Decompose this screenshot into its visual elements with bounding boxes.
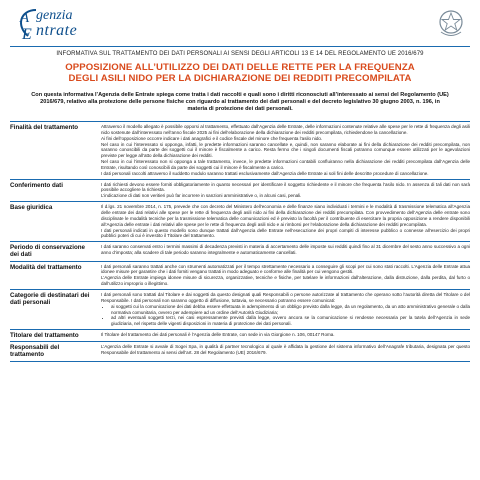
row-paragraph: Il d.lgs. 21 novembre 2014, n. 175, prevede che con decreto del Ministero dell’economia e delle finanze siano individuati i termini e le modalità di trasmissione telematica all’Agenzia delle entrate dei dati relativi alle spese per le rette di frequenza degli asili nido ai fini della dichiarazione dei redditi precompilata. Con provvedimento dell’Agenzia delle entrate sono disciplinate le modalità tecniche per la trasmissione telematica delle comunicazioni ed è previsto la facoltà per il contribuente di esercitare la propria opposizione a rendere disponibili all’Agenzia delle entrate i dati relativi alle spese per le rette di frequenza degli asili nido e ai rimborsi per l’elaborazione della dichiarazione dei redditi precompilata.	[101, 204, 470, 227]
row-label: Periodo di conservazione dei dati	[10, 244, 85, 259]
row-label: Base giuridica	[10, 204, 53, 212]
table-row	[10, 121, 470, 179]
row-body	[97, 122, 470, 179]
table-row	[10, 329, 470, 341]
row-body	[97, 180, 470, 202]
row-paragraph: L’Agenzia delle Entrate si avvale di Sogei Spa, in qualità di partner tecnologico al quale è affidata la gestione del sistema informativo dell’Anagrafe tributaria, designata per questo Responsabile del trattamento ai sensi dell’art. 28 del Regolamento (UE) 2016/679.	[101, 344, 470, 356]
row-paragraph: I dati personali saranno trattati anche con strumenti automatizzati per il tempo strettamente necessario a conseguire gli scopi per cui sono stati raccolti. L’Agenzia delle Entrate attua idonee misure per garantire che i dati forniti vengano trattati in modo adeguato e conforme alle finalità per cui vengono gestiti.	[101, 263, 470, 275]
row-label: Categorie di destinatari dei dati personali	[10, 291, 90, 307]
agenzia-entrate-logo	[10, 4, 130, 42]
row-paragraph: Il Titolare del trattamento dei dati personali è l’Agenzia delle Entrate, con sede in via Giorgione n. 106, 00147 Roma.	[101, 332, 335, 338]
table-row	[10, 179, 470, 202]
bullet-item: • ai soggetti cui la comunicazione dei dati debba essere effettuata in adempimento di un obbligo previsto dalla legge, da un regolamento, da un atto amministrativo generale o dalla normativa comunitaria, ovvero per adempiere ad un ordine dell’Autorità Giudiziaria;	[111, 304, 470, 316]
row-body	[97, 330, 470, 341]
row-label: Conferimento dati	[10, 181, 63, 189]
bullet-item: • ad altri eventuali soggetti terzi, nei casi espressamente previsti dalla legge, ovvero ancora se la comunicazione si rendesse necessaria per la tutela dell’Agenzia in sede giudiziaria, nel rispetto delle vigenti disposizioni in materia di protezione dei dati personali.	[111, 315, 470, 327]
table-row	[10, 289, 470, 329]
privacy-info-table	[10, 121, 470, 362]
row-paragraph: Nel caso in cui l’interessato non si opponga a tale trattamento, invece, le predette informazioni contabili confluiranno nella dichiarazione dei redditi precompilata dall’Agenzia delle Entrate, risultando così conoscibili da parte dei soggetti cui il minore è fiscalmente a carico.	[101, 159, 470, 170]
row-body	[97, 242, 470, 260]
row-paragraph: I dati richiesti devono essere forniti obbligatoriamente in quanto necessari per identificare il soggetto richiedente e il minore che frequenta l’asilo nido. In assenza di tali dati non sarà possibile accogliere la richiesta.	[101, 181, 470, 193]
intro-paragraph: Con questa informativa l’Agenzia delle Entrate spiega come tratta i dati raccolti e quali sono i diritti riconosciuti all’interessato ai sensi del Regolamento (UE) 2016/679, relativo alla protezione delle persone fisiche con riguardo al trattamento dei dati personali e del decreto legislativo 30 giugno 2003, n. 196, in materia di protezione dei dati personali.	[31, 92, 449, 112]
page-title	[10, 62, 470, 84]
row-body	[97, 262, 470, 289]
logo-wordmark	[36, 8, 77, 38]
header-rule	[10, 46, 470, 47]
row-label: Finalità del trattamento	[10, 124, 79, 131]
row-body	[97, 290, 470, 329]
row-label: Titolare del trattamento	[10, 332, 79, 340]
row-paragraph: Attraverso il modello allegato è possibile opporsi al trattamento, effettuato dall’Agenzia delle Entrate, delle informazioni contenute relative alle spese per le rette di frequenza degli asili nido sostenute dall’interessato nell’anno fiscale 2025 ai fini dell’elaborazione della dichiarazione dei redditi precompilata, richiedendone la cancellazione.	[101, 124, 470, 135]
row-paragraph: L’Agenzia delle Entrate impiega idonee misure di sicurezza, organizzative, tecniche e fisiche, per tutelare le informazioni dall’alterazione, dalla distruzione, dalla perdita, dal furto o dall’utilizzo improprio o illegittimo.	[101, 275, 470, 287]
row-body	[97, 202, 470, 241]
title-line-1: OPPOSIZIONE ALL’UTILIZZO DEI DATI DELLE RETTE PER LA FREQUENZA	[65, 62, 415, 73]
title-line-2: DEGLI ASILI NIDO PER LA DICHIARAZIONE DEI REDDITI PRECOMPILATA	[68, 73, 412, 84]
row-label: Modalità del trattamento	[10, 263, 82, 271]
logo-initial-a: A	[20, 10, 30, 26]
table-row	[10, 261, 470, 289]
row-paragraph: I dati saranno conservati entro i termini massimi di decadenza previsti in materia di accertamento delle imposte sui redditi quindi fino al 31 dicembre del sesto anno successivo a ogni anno d’imposta; alla scadere di tale periodo saranno integralmente e automaticamente cancellati.	[101, 244, 470, 256]
row-paragraph: L’indicazione di dati non veritieri può far incorrere in sanzioni amministrative o, in alcuni casi, penali.	[101, 193, 302, 199]
info-line: INFORMATIVA SUL TRATTAMENTO DEI DATI PERSONALI AI SENSI DEGLI ARTICOLI 13 E 14 DEL REGOLAMENTO UE 2016/679	[56, 51, 424, 57]
row-body	[97, 342, 470, 360]
republic-emblem-icon	[436, 6, 466, 40]
logo-line-2: ntrate	[36, 22, 78, 39]
table-row	[10, 341, 470, 361]
header	[10, 4, 470, 42]
row-paragraph: I dati personali raccolti attraverso il suddetto modulo saranno trattati esclusivamente dall’Agenzia delle Entrate ai soli fini delle descritte procedure di cancellazione.	[101, 170, 429, 176]
table-row	[10, 241, 470, 260]
row-paragraph: Nel caso in cui l’interessato si opponga, infatti, le predette informazioni saranno cancellate e, quindi, non saranno elaborate ai fini della dichiarazione dei redditi precompilata, non saranno conoscibili da parte dei soggetti cui il minore è fiscalmente a carico. Resta fermo che i singoli documenti fiscali potranno comunque essere utilizzati per le agevolazioni previste per legge all’atto della dichiarazione dei redditi.	[101, 141, 470, 159]
row-paragraph: I dati personali sono trattati dal Titolare e dai soggetti da questo designati quali Responsabili o persone autorizzate al trattamento che operano sotto l’autorità diretta del Titolare o del Responsabile. I dati personali non saranno oggetto di diffusione, tuttavia, se necessario potranno essere comunicati:	[101, 291, 470, 303]
logo-line-1: genzia	[36, 8, 73, 23]
row-label: Responsabili del trattamento	[10, 344, 60, 359]
bullet-list	[101, 304, 470, 327]
row-paragraph: Ai fini dell’opposizione occorre indicare i dati anagrafici e il codice fiscale del minore che frequenta l’asilo nido.	[101, 135, 323, 141]
logo-initial-e: E	[22, 26, 32, 42]
table-row	[10, 201, 470, 241]
row-paragraph: I dati personali indicati in questo modello sono dunque trattati dall’Agenzia delle Entrate nell’esecuzione dei propri compiti di interesse pubblico o connesse all’esercizio dei propri pubblici poteri di cui è investito il Titolare del trattamento.	[101, 227, 470, 239]
